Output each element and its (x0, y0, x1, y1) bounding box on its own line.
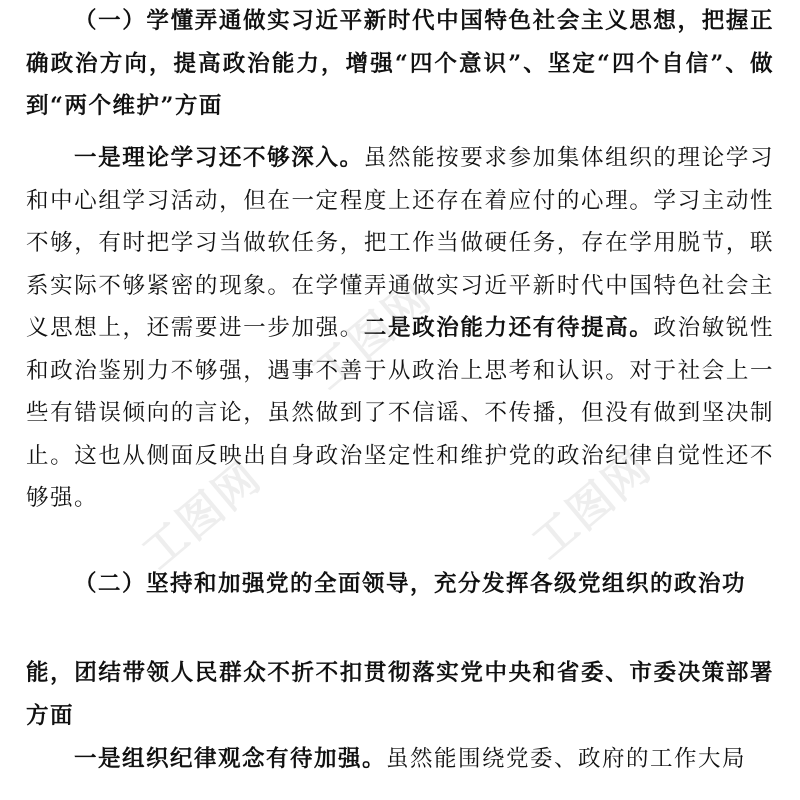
point-1-lead: 一是理论学习还不够深入。 (74, 145, 364, 171)
watermark: 工图网 (522, 441, 662, 570)
point-2-body: 政治敏锐性和政治鉴别力不够强，遇事不善于从政治上思考和认识。对于社会上一些有错误倾向的言论，虽然做到了不信谣、不传播，但没有做到坚决制止。这也从侧面反映出自身政治坚定性和维护党的政治纪律自觉性还不够强。 (26, 315, 774, 511)
watermark: 工图网 (302, 271, 442, 400)
section-1-body (26, 137, 774, 520)
section-2-heading-line2: 能，团结带领人民群众不折不扣贯彻落实党中央和省委、市委决策部署方面 (26, 660, 774, 729)
section-1-heading: （一）学懂弄通做实习近平新时代中国特色社会主义思想，把握正确政治方向，提高政治能力，增强“四个意识”、坚定“四个自信”、做到“两个维护”方面 (26, 8, 774, 119)
section-2-point-1-lead: 一是组织纪律观念有待加强。 (74, 746, 387, 772)
section-2-point-1-body: 虽然能围绕党委、政府的工作大局 (386, 746, 747, 772)
watermark: 工图网 (132, 451, 272, 580)
point-1-body: 虽然能按要求参加集体组织的理论学习和中心组学习活动，但在一定程度上还存在着应付的心理。学习主动性不够，有时把学习当做软任务，把工作当做硬任务，存在学用脱节，联系实际不够紧密的现象。在学懂弄通做实习近平新时代中国特色社会主义思想上，还需要进一步加强。 (26, 145, 774, 341)
point-2-lead: 二是政治能力还有待提高。 (363, 315, 654, 341)
section-2-heading-line1: （二）坚持和加强党的全面领导，充分发挥各级党组织的政治功 (74, 571, 747, 597)
section-2-body (26, 738, 774, 781)
